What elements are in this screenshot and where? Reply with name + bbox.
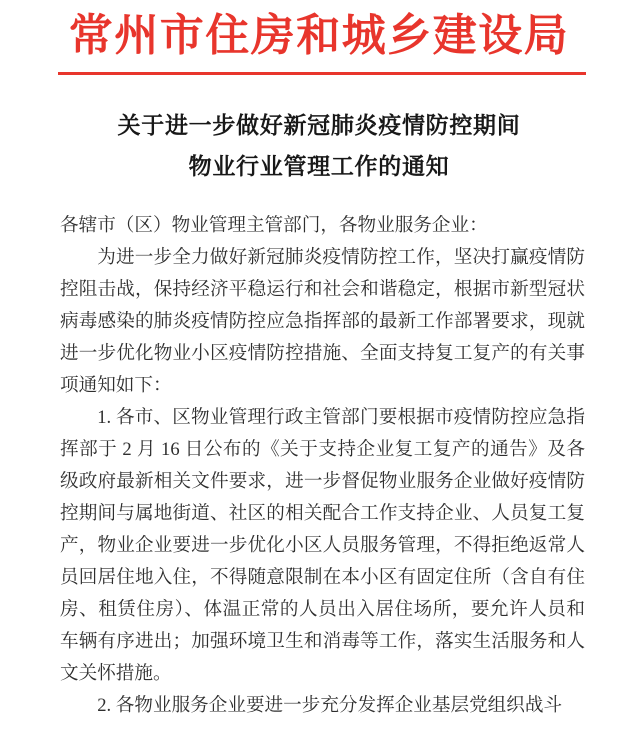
body-paragraph-item-2: 2. 各物业服务企业要进一步充分发挥企业基层党组织战斗 — [97, 695, 563, 716]
salutation-line: 各辖市（区）物业管理主管部门，各物业服务企业： — [60, 215, 488, 236]
body-paragraph-item-1: 1. 各市、区物业管理行政主管部门要根据市疫情防控应急指挥部于 2 月 16 日公布的《关于支持企业复工复产的通告》及各级政府最新相关文件要求，进一步督促物业服务企业做好疫情防控期间与属地街道、社区的相关配合工作支持企业、人员复工复产，物业企业要进一步优化小区人员服务管理，不得拒绝返常人员回居住地入住，不得随意限制在本小区有固定住所（含自有住房、租赁住房）、体温正常的人员出入居住场所，要允许人员和车辆有序进出；加强环境卫生和消毒等工作，落实生活服务和人文关怀措施。 — [60, 407, 585, 684]
document-body — [60, 210, 585, 722]
body-paragraph-intro: 为进一步全力做好新冠肺炎疫情防控工作，坚决打赢疫情防控阻击战，保持经济平稳运行和社会和谐稳定，根据市新型冠状病毒感染的肺炎疫情防控应急指挥部的最新工作部署要求，现就进一步优化物业小区疫情防控措施、全面支持复工复产的有关事项通知如下： — [60, 247, 585, 396]
letterhead-divider — [58, 72, 586, 75]
document-title — [0, 105, 638, 187]
agency-name: 常州市住房和城乡建设局 — [68, 11, 570, 60]
agency-letterhead — [0, 0, 638, 75]
document-title-line2: 物业行业管理工作的通知 — [188, 154, 450, 179]
document-title-line1: 关于进一步做好新冠肺炎疫情防控期间 — [117, 113, 521, 138]
